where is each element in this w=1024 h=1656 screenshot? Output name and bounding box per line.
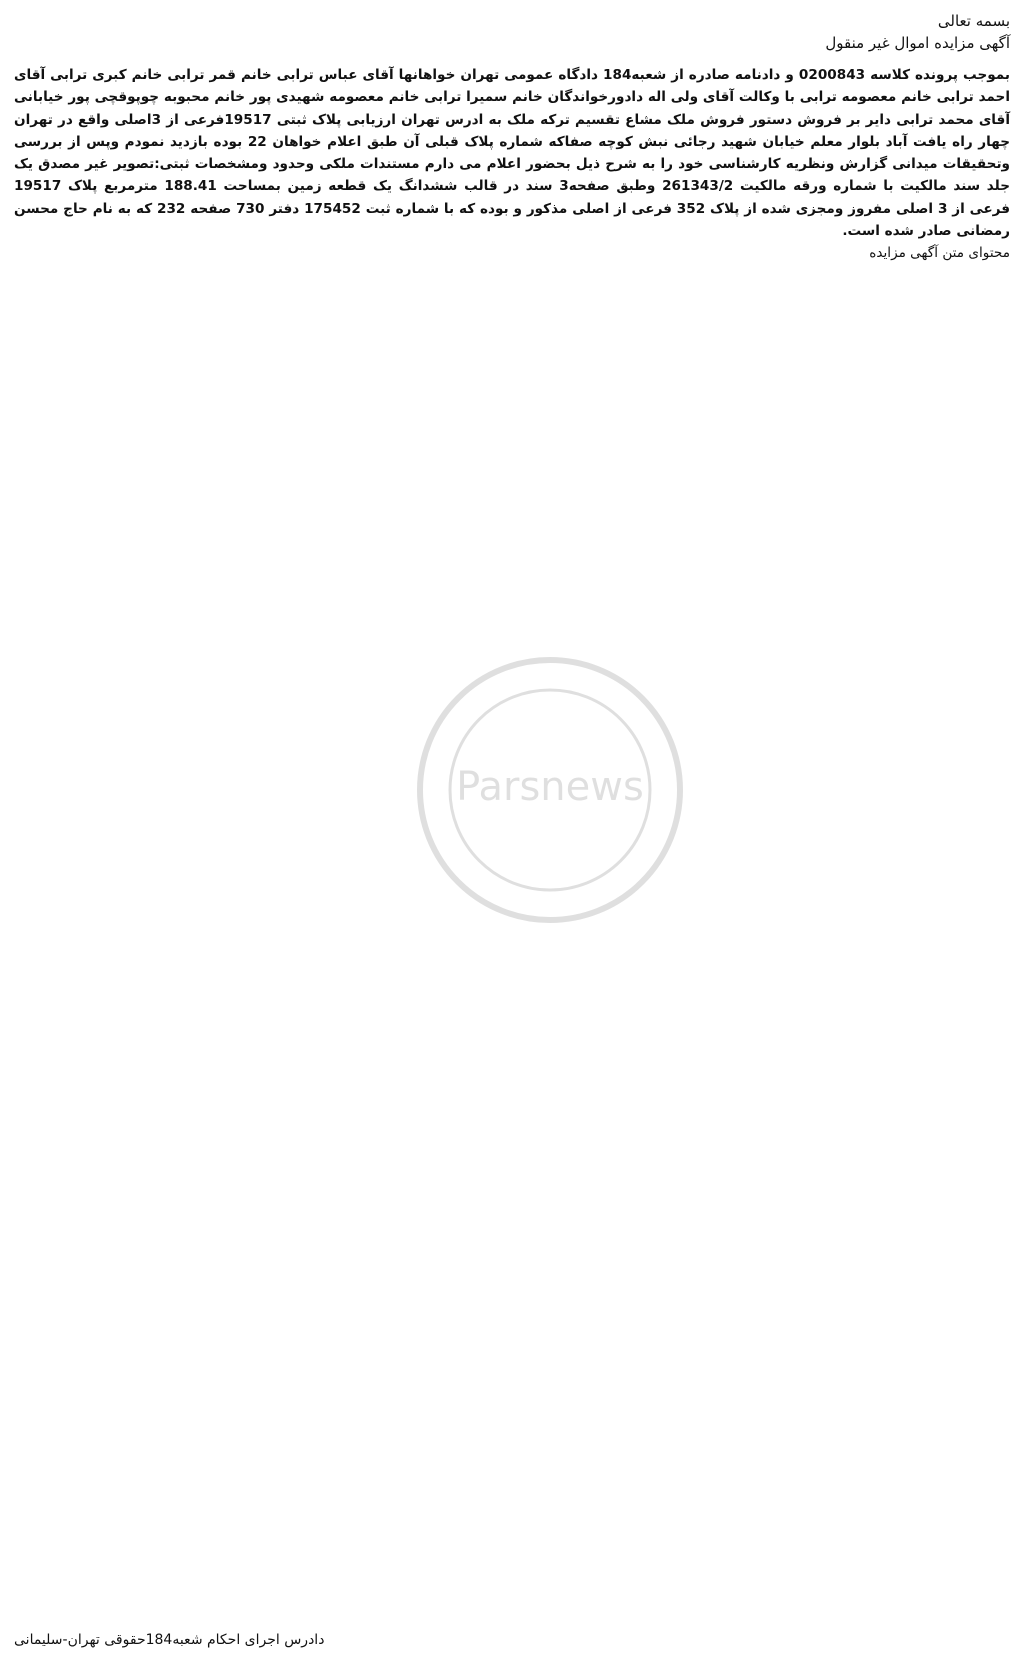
watermark-seal [380,640,720,940]
notice-signature: دادرس اجرای احکام شعبه184حقوقی تهران-سلیمانی [14,1632,325,1648]
notice-body-text: محتوای متن آگهی مزایده [869,245,1010,262]
notice-intro: بموجب پرونده کلاسه 0200843 و دادنامه صادره از شعبه184 دادگاه عمومی تهران خواهانها آقای عباس ترابی خانم قمر ترابی خانم کبری ترابی آقای احمد ترابی خانم معصومه ترابی با وکالت آقای ولی اله دادورخواندگان خانم سمیرا ترابی خانم معصومه شهیدی پور خانم محبوبه چوپوقچی پور خیابانی آقای محمد ترابی دایر بر فروش دستور فروش ملک مشاع تقسیم ترکه ملک به ادرس تهران ارزیابی پلاک ثبتی 19517فرعی از 3اصلی واقع در تهران چهار راه یافت آباد بلوار معلم خیابان شهید رجائی نبش کوچه صفاکه شماره پلاک قبلی آن طبق اعلام خواهان 22 بوده بازدید نمودم وپس از بررسی وتحقیقات میدانی گزارش ونظریه کارشناسی خود را به شرح ذیل بحضور اعلام می دارم مستندات ملکی وحدود ومشخصات ثبتی:تصویر غیر مصدق یک جلد سند مالکیت با شماره ورقه مالکیت 261343/2 وطبق صفحه3 سند در قالب ششدانگ یک قطعه زمین بمساحت 188.41 مترمربع پلاک 19517 فرعی از 3 اصلی مفروز ومجزی شده از پلاک 352 فرعی از اصلی مذکور و بوده که با شماره ثبت 175452 دفتر 730 صفحه 232 که به نام حاج محسن رمضانی صادر شده است. [14,67,1011,240]
notice-title: آگهی مزایده اموال غیر منقول [825,34,1010,52]
header-basmala: بسمه تعالی [937,12,1010,30]
svg-text:Parsnews: Parsnews [456,764,644,810]
notice-body [14,64,1010,265]
